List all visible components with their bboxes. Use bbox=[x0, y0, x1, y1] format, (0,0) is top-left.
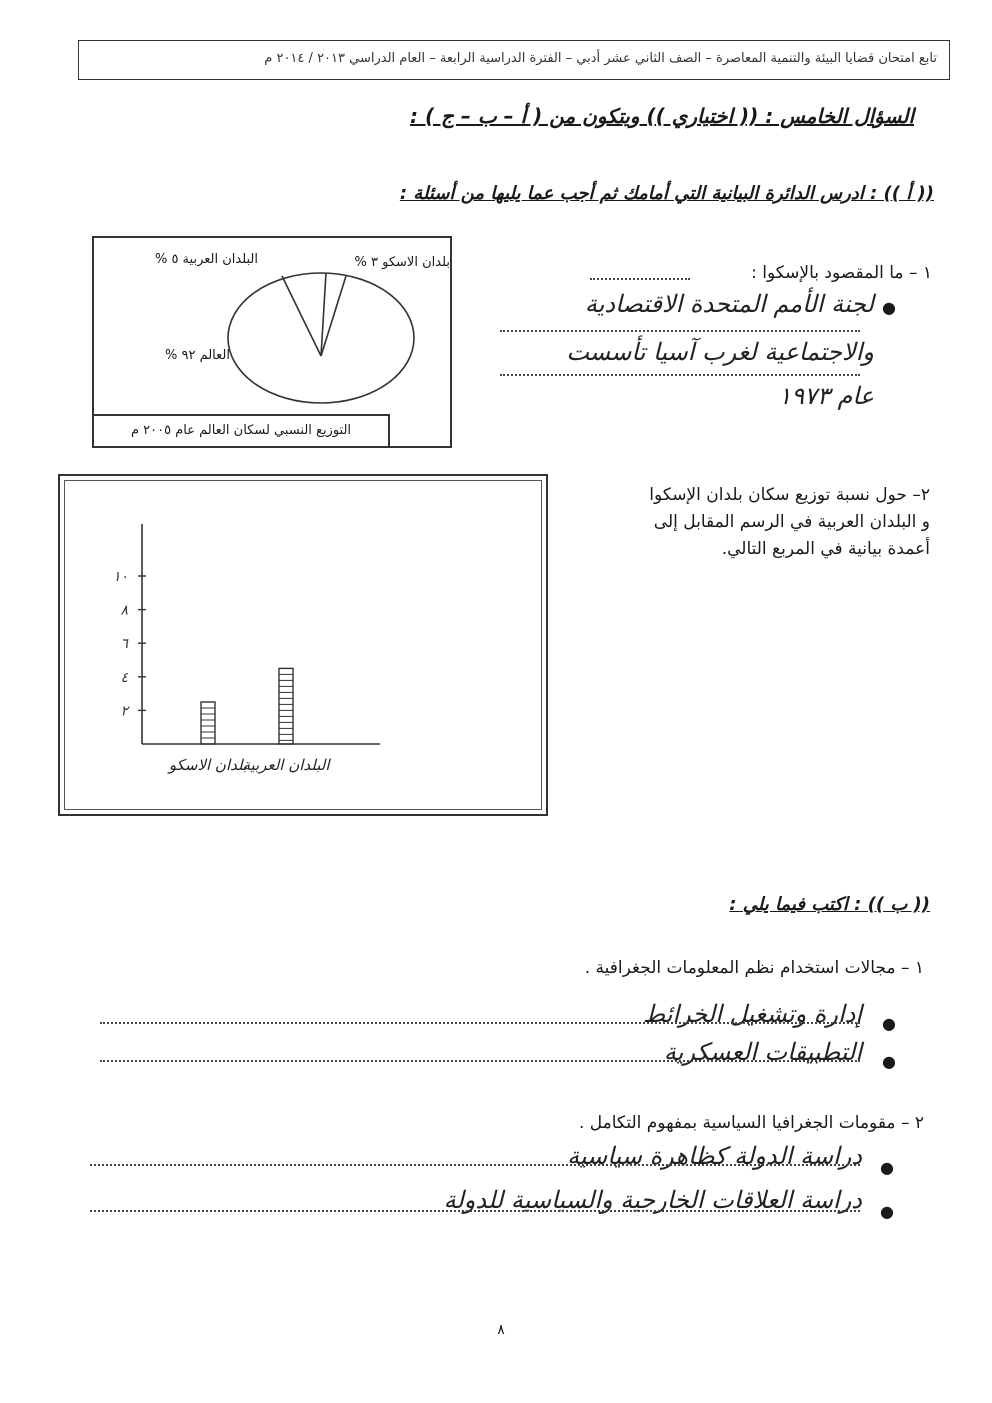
part-a-q1 bbox=[612, 260, 932, 287]
q2-text-line-1: – حول نسبة توزيع سكان بلدان الإسكوا bbox=[649, 485, 921, 505]
bar-category-label: بلدان الاسكو bbox=[168, 756, 248, 774]
part-b-q1 bbox=[424, 955, 924, 982]
bullet-icon: ● bbox=[882, 298, 896, 317]
q2-text-line-3: أعمدة بيانية في المربع التالي. bbox=[721, 539, 930, 559]
b-q2-answer-2: دراسة العلاقات الخارجية والسياسية للدولة bbox=[443, 1186, 862, 1214]
q1-text: – ما المقصود بالإسكوا : bbox=[751, 263, 918, 283]
answer-line bbox=[500, 330, 860, 332]
pie-label-escwa: بلدان الاسكو ٣ % bbox=[354, 255, 450, 270]
q1-answer-line-3: عام ١٩٧٣ bbox=[778, 382, 874, 410]
part-a-title: (( أ )) : ادرس الدائرة البيانية التي أمامك ثم أجب عما يليها من أسئلة : bbox=[399, 183, 934, 204]
b-q2-answer-1: دراسة الدولة كظاهرة سياسية bbox=[567, 1142, 862, 1170]
bullet-icon: ● bbox=[882, 1014, 896, 1033]
y-tick-label: ٨ bbox=[120, 602, 128, 619]
b-q1-number: ١ bbox=[914, 958, 924, 978]
exam-header-box bbox=[78, 40, 950, 80]
b-q2-number: ٢ bbox=[914, 1113, 924, 1133]
b-q1-answer-2: التطبيقات العسكرية bbox=[663, 1038, 862, 1066]
y-tick-label: ١٠ bbox=[112, 569, 128, 585]
q1-answer-line-2: والاجتماعية لغرب آسيا تأسست bbox=[566, 338, 874, 366]
bullet-icon: ● bbox=[880, 1158, 894, 1177]
part-b-q2 bbox=[424, 1110, 924, 1137]
pie-label-arab: البلدان العربية ٥ % bbox=[154, 252, 258, 267]
q2-number: ٢ bbox=[920, 485, 930, 505]
b-q1-text: – مجالات استخدام نظم المعلومات الجغرافية . bbox=[584, 958, 910, 978]
b-q1-answer-1: إدارة وتشغيل الخرائط bbox=[643, 1000, 862, 1028]
y-tick-label: ٤ bbox=[120, 669, 128, 686]
answer-line bbox=[100, 1022, 860, 1024]
q2-text-line-2: و البلدان العربية في الرسم المقابل إلى bbox=[653, 512, 930, 532]
q1-answer-line-1: لجنة الأمم المتحدة الاقتصادية bbox=[584, 290, 874, 318]
answer-line bbox=[90, 1164, 860, 1166]
bullet-icon: ● bbox=[882, 1052, 896, 1071]
pie-slice-boundary bbox=[282, 276, 321, 356]
page-number: ٨ bbox=[497, 1322, 505, 1338]
bar-chart-box bbox=[58, 474, 548, 816]
question-title: السؤال الخامس : (( اختياري )) ويتكون من ( أ – ب – ج ) : bbox=[409, 104, 914, 128]
bar-chart bbox=[60, 476, 546, 814]
b-q2-text: – مقومات الجغرافيا السياسية بمفهوم التكامل . bbox=[578, 1113, 910, 1133]
part-a-q2 bbox=[550, 482, 930, 563]
answer-line bbox=[100, 1060, 860, 1062]
y-tick-label: ٢ bbox=[120, 703, 128, 720]
q1-number: ١ bbox=[922, 263, 932, 283]
answer-line bbox=[90, 1210, 860, 1212]
answer-line bbox=[500, 374, 860, 376]
bullet-icon: ● bbox=[880, 1202, 894, 1221]
pie-outline bbox=[228, 273, 414, 403]
pie-label-world: العالم ٩٢ % bbox=[164, 348, 230, 363]
y-tick-label: ٦ bbox=[120, 636, 128, 653]
part-b-title: (( ب )) : اكتب فيما يلي : bbox=[729, 894, 930, 915]
bar-category-label: البلدان العربية bbox=[242, 756, 330, 774]
pie-caption: التوزيع النسبي لسكان العالم عام ٢٠٠٥ م bbox=[94, 414, 390, 446]
bar bbox=[279, 668, 293, 744]
answer-line bbox=[590, 278, 690, 280]
exam-header-text: تابع امتحان قضايا البيئة والتنمية المعاصرة – الصف الثاني عشر أدبي – الفترة الدراسية الرابعة – العام الدراسي ٢٠١٣ / ٢٠١٤ م bbox=[264, 51, 937, 66]
pie-chart-box bbox=[92, 236, 452, 448]
